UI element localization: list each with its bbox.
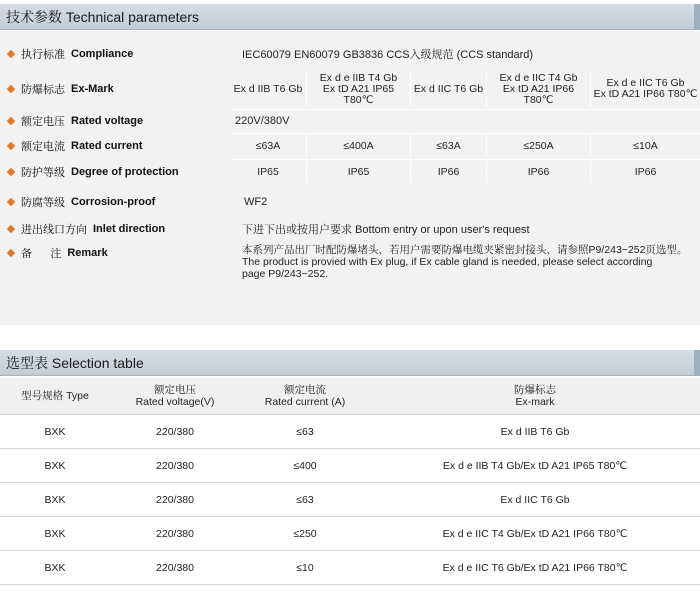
compliance-row — [0, 43, 700, 65]
header-accent — [694, 350, 700, 376]
cell-current: ≤250 — [293, 527, 317, 540]
current-cell: ≤250A — [486, 135, 590, 157]
voltage-value: 220V/380V — [235, 115, 290, 127]
row-divider — [230, 109, 700, 110]
selection-table-head — [0, 378, 700, 414]
protection-cell: IP66 — [590, 161, 700, 183]
cell-exmark: Ex d IIB T6 Gb — [500, 425, 570, 438]
table-row — [0, 550, 700, 584]
cell-current: ≤400 — [293, 459, 317, 472]
bullet-diamond-icon — [7, 198, 15, 206]
cell-voltage: 220/380 — [156, 493, 194, 506]
exmark-cell: Ex d IIB T6 Gb — [233, 82, 303, 95]
remark-text — [242, 244, 692, 280]
bullet-diamond-icon — [7, 225, 15, 233]
remark-label: 备 注 Remark — [8, 243, 108, 263]
voltage-row — [0, 111, 700, 131]
current-cell: ≤10A — [590, 135, 700, 157]
remark-line: page P9/243~252. — [242, 268, 329, 280]
current-label: 额定电流 Rated current — [8, 135, 143, 157]
protection-cell: IP66 — [486, 161, 590, 183]
bullet-diamond-icon — [7, 168, 15, 176]
current-cell: ≤400A — [306, 135, 410, 157]
cell-voltage: 220/380 — [156, 527, 194, 540]
technical-parameters-header — [0, 4, 700, 30]
exmark-cells — [230, 71, 700, 107]
cell-type: BXK — [44, 493, 66, 506]
compliance-label: 执行标准 Compliance — [8, 43, 133, 65]
corrosion-value: WF2 — [244, 196, 268, 208]
cell-type: BXK — [44, 459, 66, 472]
table-row — [0, 482, 700, 516]
header-current: 额定电流 Rated current (A) — [264, 384, 346, 408]
protection-cells — [230, 161, 700, 183]
selection-table-title: 选型表 Selection table — [6, 355, 144, 371]
cell-type: BXK — [44, 425, 66, 438]
voltage-label: 额定电压 Rated voltage — [8, 111, 143, 131]
protection-cell: IP65 — [257, 165, 279, 178]
corrosion-label: 防腐等级 Corrosion-proof — [8, 191, 155, 213]
cell-voltage: 220/380 — [156, 459, 194, 472]
bullet-diamond-icon — [7, 142, 15, 150]
cell-exmark: Ex d e IIC T6 Gb/Ex tD A21 IP66 T80℃ — [442, 561, 628, 574]
inlet-value: 下进下出或按用户要求 Bottom entry or upon user's request — [242, 224, 530, 236]
row-divider — [230, 133, 700, 134]
inlet-label: 进出线口方向 Inlet direction — [8, 219, 165, 239]
current-cell: ≤63A — [255, 139, 281, 152]
compliance-value: IEC60079 EN60079 GB3836 CCS入级规范 (CCS standard) — [242, 49, 534, 61]
cell-current: ≤63 — [296, 493, 314, 506]
table-bottom-border — [0, 584, 700, 585]
cell-voltage: 220/380 — [156, 425, 194, 438]
exmark-label: 防爆标志 Ex-Mark — [8, 71, 114, 107]
cell-current: ≤10 — [296, 561, 314, 574]
cell-voltage: 220/380 — [156, 561, 194, 574]
exmark-cell: Ex d e IIB T4 Gb Ex tD A21 IP65 T80℃ — [306, 71, 410, 107]
technical-parameters-panel — [0, 31, 700, 325]
header-accent — [694, 4, 700, 30]
row-divider — [230, 159, 700, 160]
protection-cell: IP65 — [306, 161, 410, 183]
bullet-diamond-icon — [7, 117, 15, 125]
exmark-cell: Ex d e IIC T4 Gb Ex tD A21 IP66 T80℃ — [486, 71, 590, 107]
table-row — [0, 516, 700, 550]
cell-type: BXK — [44, 561, 66, 574]
technical-parameters-title: 技术参数 Technical parameters — [6, 9, 199, 25]
exmark-cell: Ex d e IIC T6 Gb Ex tD A21 IP66 T80℃ — [590, 71, 700, 107]
current-cells — [230, 135, 700, 157]
cell-exmark: Ex d IIC T6 Gb — [500, 493, 570, 506]
exmark-cell: Ex d IIC T6 Gb — [410, 71, 486, 107]
cell-type: BXK — [44, 527, 66, 540]
protection-row — [0, 161, 700, 183]
inlet-row — [0, 219, 700, 239]
remark-line: The product is provied with Ex plug, if Ex cable gland is needed, please select according — [242, 256, 653, 268]
current-row — [0, 135, 700, 157]
cell-exmark: Ex d e IIB T4 Gb/Ex tD A21 IP65 T80℃ — [442, 459, 628, 472]
header-voltage: 额定电压 Rated voltage(V) — [135, 384, 215, 408]
selection-table-header — [0, 350, 700, 376]
protection-label: 防护等级 Degree of protection — [8, 161, 179, 183]
exmark-row — [0, 71, 700, 107]
table-row — [0, 448, 700, 482]
table-row — [0, 414, 700, 448]
cell-exmark: Ex d e IIC T4 Gb/Ex tD A21 IP66 T80℃ — [442, 527, 628, 540]
current-cell: ≤63A — [410, 135, 486, 157]
corrosion-row — [0, 191, 700, 213]
cell-current: ≤63 — [296, 425, 314, 438]
header-exmark: 防爆标志 Ex-mark — [514, 384, 556, 408]
header-type: 型号规格 Type — [21, 390, 89, 402]
bullet-diamond-icon — [7, 85, 15, 93]
bullet-diamond-icon — [7, 50, 15, 58]
remark-line: 本系列产品出厂时配防爆堵头，若用户需要防爆电缆夹紧密封接头，请参照P9/243~252页选型。 — [242, 244, 688, 256]
protection-cell: IP66 — [410, 161, 486, 183]
bullet-diamond-icon — [7, 249, 15, 257]
